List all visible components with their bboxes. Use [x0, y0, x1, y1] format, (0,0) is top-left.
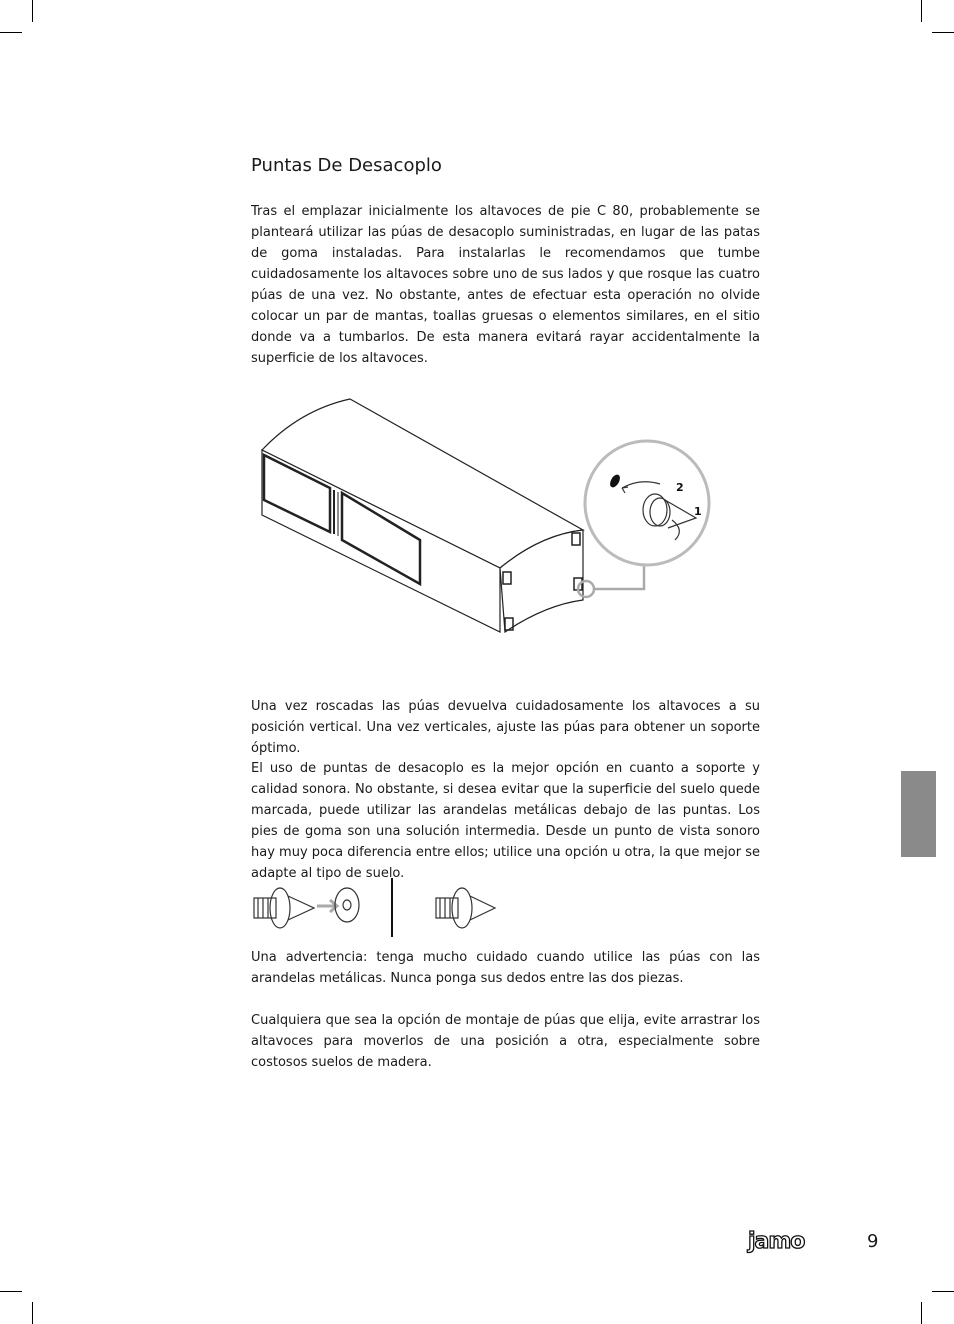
moving-paragraph: Cualquiera que sea la opción de montaje de púas que elija, evite arrastrar los altavoces para moverlos de una posición a otra, especialmente sobre costosos suelos de madera. [251, 1013, 760, 1070]
spike-washer-illustration [250, 875, 500, 940]
step-label-2: 2 [676, 481, 684, 494]
step-label-1: 1 [694, 505, 702, 518]
crop-mark [0, 1291, 22, 1292]
crop-mark [32, 1302, 33, 1324]
section-tab [901, 771, 936, 857]
page-number: 9 [867, 1231, 879, 1252]
crop-mark [932, 1291, 954, 1292]
svg-text:jamo: jamo [748, 1229, 805, 1254]
crop-mark [932, 32, 954, 33]
crop-mark [921, 0, 922, 22]
page-title: Puntas De Desacoplo [251, 155, 442, 176]
comparison-paragraph: El uso de puntas de desacoplo es la mejor opción en cuanto a soporte y calidad sonora. No obstante, si desea evitar que la superficie del suelo quede marcada, puede utilizar las arandelas metálicas debajo de las puntas. Los pies de goma son una solución intermedia. Desde un punto de vista sonoro hay muy poca diferencia entre ellos; utilice una opción u otra, la que mejor se adapte al tipo de suelo. [251, 761, 760, 881]
vertical-paragraph: Una vez roscadas las púas devuelva cuidadosamente los altavoces a su posición vertical. Una vez verticales, ajuste las púas para obtener un soporte óptimo. [251, 699, 760, 756]
intro-paragraph: Tras el emplazar inicialmente los altavoces de pie C 80, probablemente se planteará utilizar las púas de desacoplo suministradas, en lugar de las patas de goma instaladas. Para instalarlas le recomendamos que tumbe cuidadosamente los altavoces sobre uno de sus lados y que rosque las cuatro púas de una vez. No obstante, antes de efectuar esta operación no olvide colocar un par de mantas, toallas gruesas o elementos similares, en el sitio donde va a tumbarlos. De esta manera evitará rayar accidentalmente la superficie de los altavoces. [251, 204, 760, 366]
crop-mark [0, 32, 22, 33]
jamo-logo [748, 1230, 828, 1254]
crop-mark [921, 1302, 922, 1324]
crop-mark [32, 0, 33, 22]
warning-paragraph: Una advertencia: tenga mucho cuidado cuando utilice las púas con las arandelas metálicas. Nunca ponga sus dedos entre las dos piezas. [251, 950, 760, 986]
speaker-spike-illustration [255, 395, 715, 645]
